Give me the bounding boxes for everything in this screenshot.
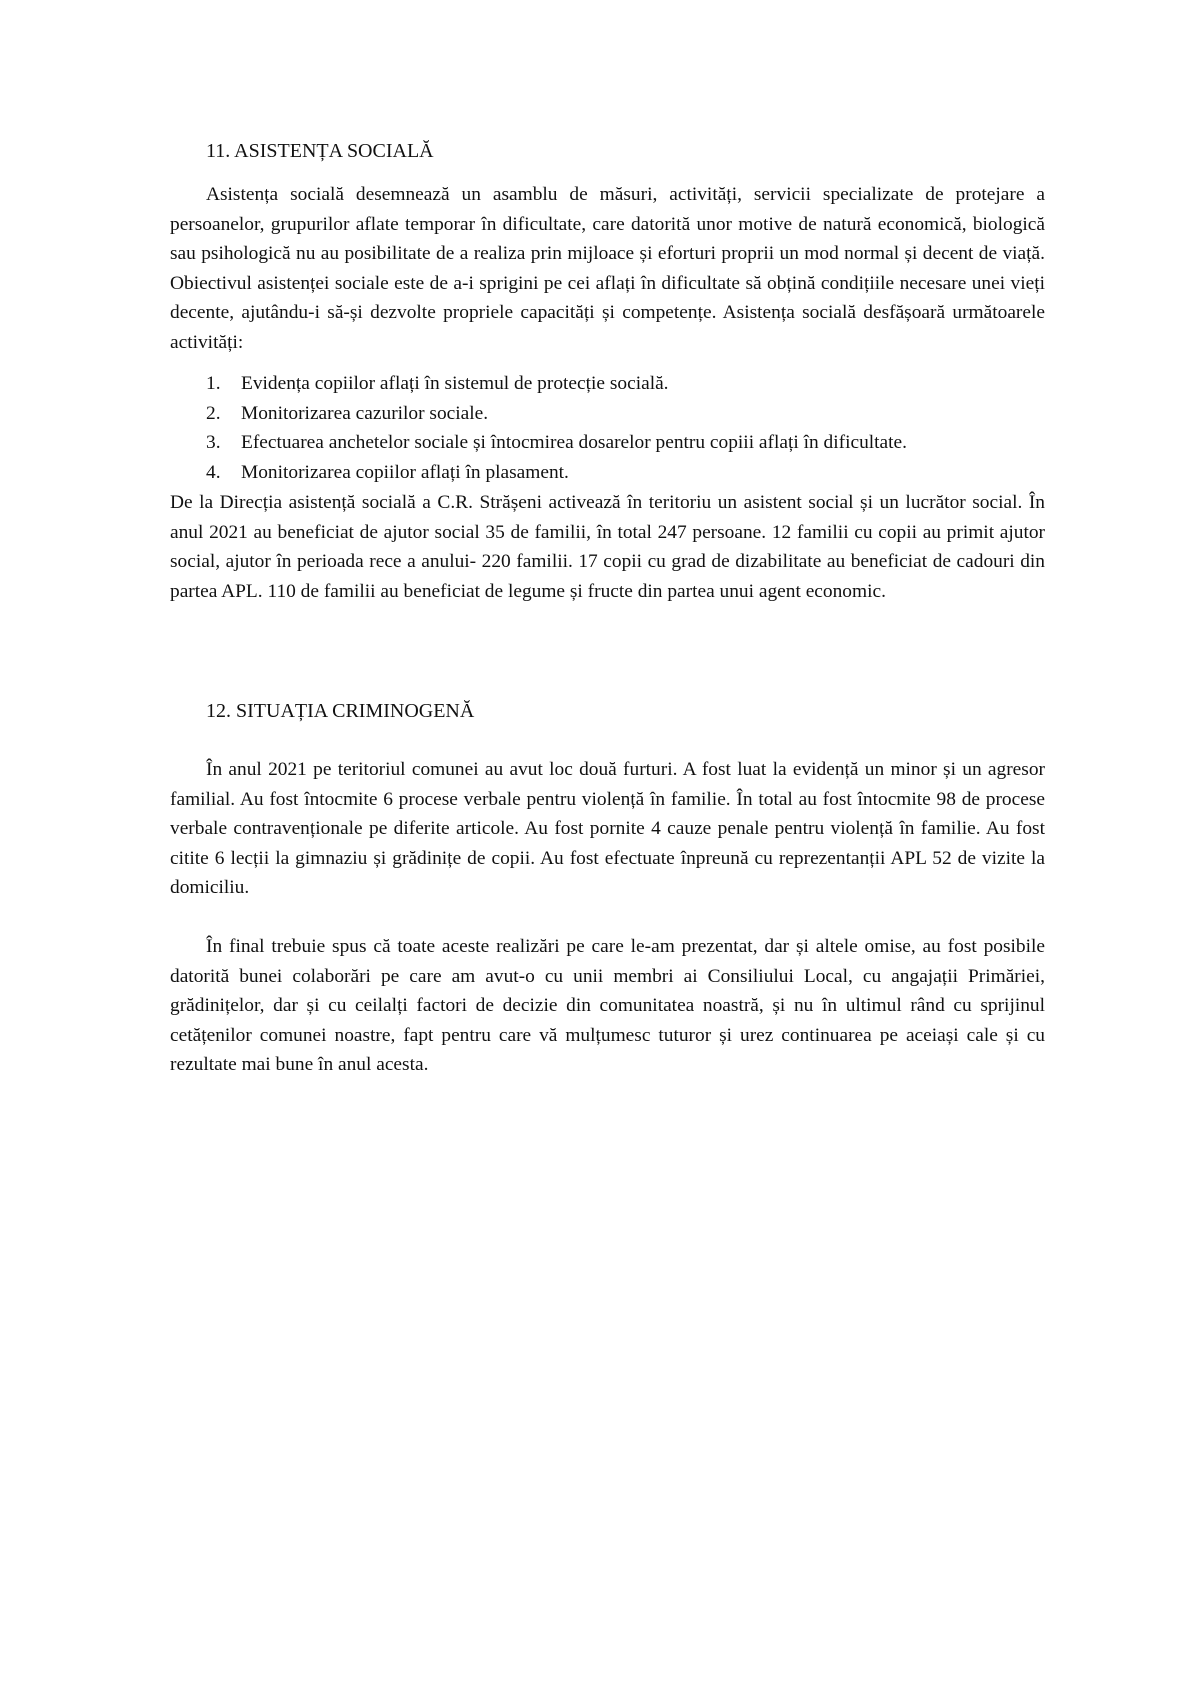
list-item-number: 3. [206,432,221,454]
list-item-number: 4. [206,461,221,483]
social-assistance-closing-paragraph: De la Direcția asistență socială a C.R. Strășeni activează în teritoriu un asistent social și un lucrător social. În anul 2021 au beneficiat de ajutor social 35 de familii, în total 247 persoane. 12 familii cu copii au primit ajutor social, ajutor în perioada rece a anului- 220 familii. 17 copii cu grad de dizabilitate au beneficiat de cadouri din partea APL. 110 de familii au beneficiat de legume și fructe din partea unui agent economic. [170,492,1045,602]
section-heading-crime-situation: 12. SITUAȚIA CRIMINOGENĂ [206,700,475,722]
list-item-text: Monitorizarea cazurilor sociale. [241,402,489,424]
list-item [206,428,907,458]
list-item [206,369,907,399]
social-assistance-intro-paragraph: Asistența socială desemnează un asamblu de măsuri, activități, servicii specializate de protejare a persoanelor, grupurilor aflate temporar în dificultate, care datorită unor motive de natură economică, biologică sau psihologică nu au posibilitate de a realiza prin mijloace și eforturi proprii un mod normal și decent de viață. Obiectivul asistenței sociale este de a-i sprigini pe cei aflați în dificultate să obțină condițiile necesare unei vieți decente, ajutându-i să-și dezvolte propriele capacități și competențe. Asistența socială desfășoară următoarele activități: [170,184,1045,353]
activities-list [206,369,907,487]
crime-situation-paragraph: În anul 2021 pe teritoriul comunei au avut loc două furturi. A fost luat la evidență un minor și un agresor familial. Au fost întocmite 6 procese verbale pentru violență în familie. În total au fost întocmite 98 de procese verbale contravenționale pe diferite articole. Au fost pornite 4 cauze penale pentru violență în familie. Au fost citite 6 lecții la gimnaziu și grădinițe de copii. Au fost efectuate înpreună cu reprezentanții APL 52 de vizite la domiciliu. [170,759,1045,899]
section-heading-social-assistance: 11. ASISTENȚA SOCIALĂ [206,140,434,162]
list-item-number: 1. [206,373,221,394]
list-item-text: Efectuarea anchetelor sociale și întocmirea dosarelor pentru copiii aflați în dificultate. [241,432,907,454]
final-remarks-paragraph: În final trebuie spus că toate aceste realizări pe care le-am prezentat, dar și altele omise, au fost posibile datorită bunei colaborări pe care am avut-o cu unii membri ai Consiliului Local, cu angajații Primăriei, grădinițelor, dar și cu ceilalți factori de decizie din comunitatea noastră, și nu în ultimul rând cu sprijinul cetățenilor comunei noastre, fapt pentru care vă mulțumesc tuturor și urez continuarea pe aceiași cale și cu rezultate mai bune în anul acesta. [170,936,1045,1076]
list-item [206,399,907,429]
list-item [206,458,907,488]
list-item-text: Evidența copiilor aflați în sistemul de protecție socială. [241,373,669,394]
list-item-number: 2. [206,402,221,424]
list-item-text: Monitorizarea copiilor aflați în plasament. [241,461,569,483]
